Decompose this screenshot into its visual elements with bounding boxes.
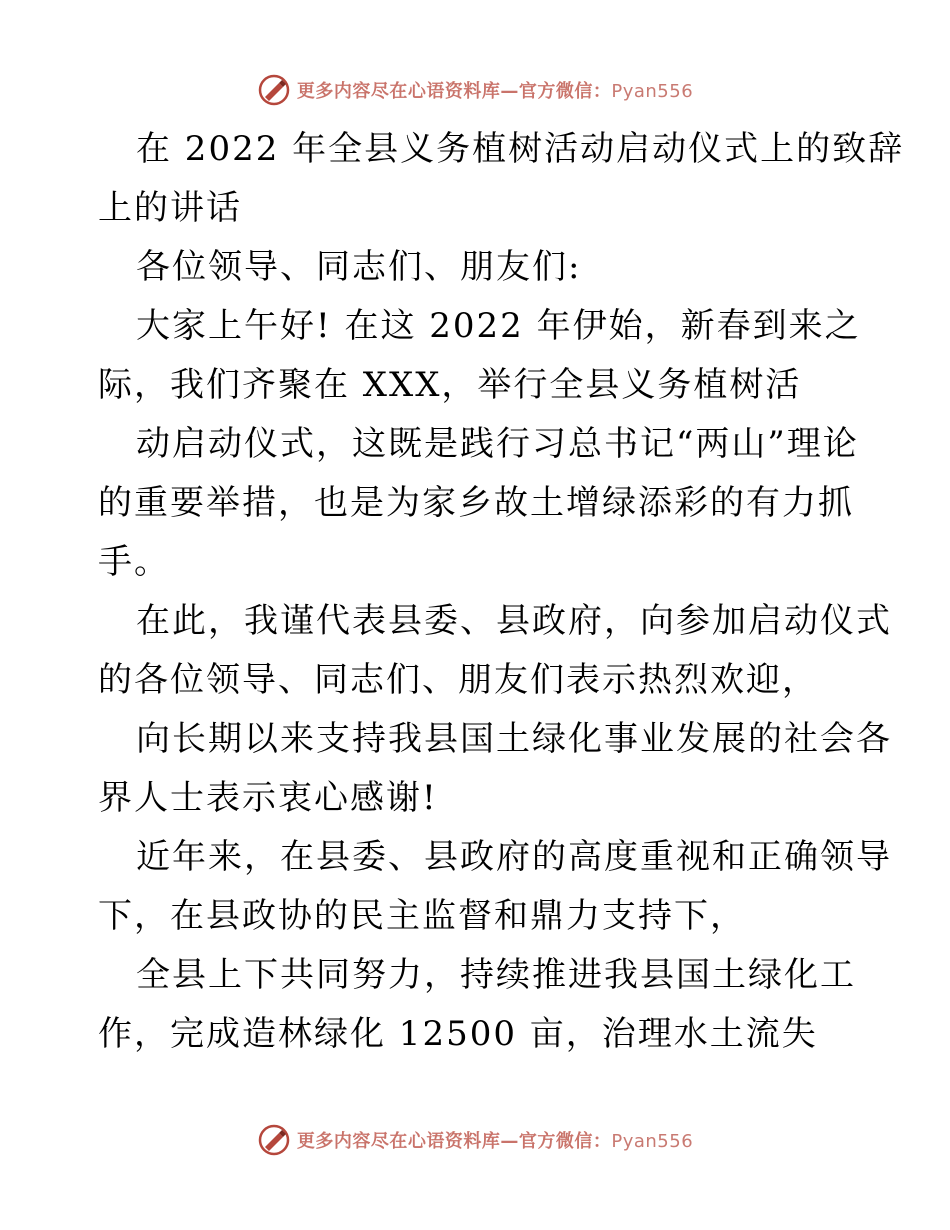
text-line: 作，完成造林绿化 12500 亩，治理水土流失	[98, 1014, 818, 1054]
pen-logo-icon	[257, 73, 291, 107]
text-line: 在 2022 年全县义务植树活动启动仪式上的致辞	[136, 129, 905, 169]
watermark-text: 更多内容尽在心语资料库—官方微信：Pyan556	[296, 1131, 694, 1152]
text-line: 的重要举措，也是为家乡故土增绿添彩的有力抓	[98, 483, 854, 523]
text-line: 际，我们齐聚在 XXX，举行全县义务植树活	[98, 365, 802, 405]
footer-watermark	[0, 1120, 950, 1160]
wechat-id: Pyan556	[611, 81, 694, 102]
header-watermark	[0, 70, 950, 110]
text-line: 的各位领导、同志们、朋友们表示热烈欢迎，	[98, 660, 818, 700]
text-line: 手。	[98, 542, 170, 582]
text-line: 在此，我谨代表县委、县政府，向参加启动仪式	[136, 601, 892, 641]
text-line: 各位领导、同志们、朋友们:	[136, 247, 582, 287]
text-line: 大家上午好! 在这 2022 年伊始，新春到来之	[136, 306, 861, 346]
text-line: 上的讲话	[98, 188, 242, 228]
watermark-text: 更多内容尽在心语资料库—官方微信：Pyan556	[296, 81, 694, 102]
text-line: 下，在县政协的民主监督和鼎力支持下，	[98, 896, 746, 936]
text-line: 近年来，在县委、县政府的高度重视和正确领导	[136, 837, 892, 877]
text-line: 界人士表示衷心感谢!	[98, 778, 438, 818]
text-line: 向长期以来支持我县国土绿化事业发展的社会各	[136, 719, 892, 759]
pen-logo-icon	[257, 1123, 291, 1157]
text-line: 全县上下共同努力，持续推进我县国土绿化工	[136, 955, 856, 995]
document-body	[98, 120, 905, 1064]
wechat-id: Pyan556	[611, 1131, 694, 1152]
text-line: 动启动仪式，这既是践行习总书记“两山”理论	[136, 424, 859, 464]
